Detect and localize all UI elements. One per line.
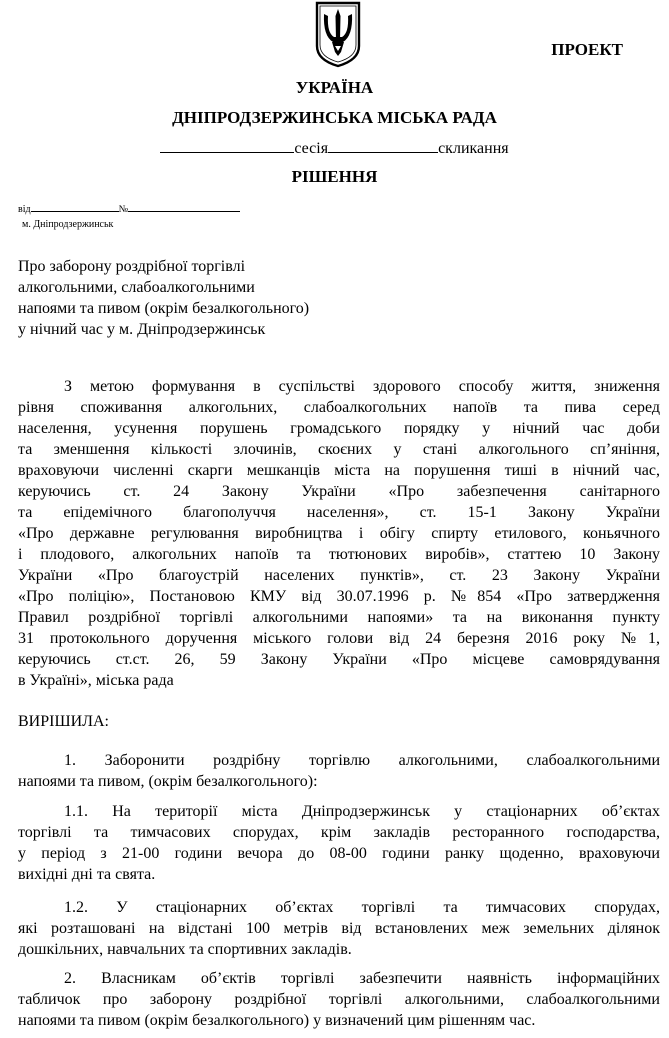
item-1-2	[18, 897, 660, 960]
item-line: торгівлі та тимчасових спорудах, крім закладів ресторанного господарства,	[18, 824, 660, 841]
convocation-blank	[328, 138, 438, 153]
country-heading: УКРАЇНА	[295, 78, 374, 97]
decision-subject	[18, 256, 309, 340]
item-line: вихідні дні та свята.	[18, 866, 156, 883]
preamble-line: 31 протокольного доручення міського голови від 24 березня 2016 року №1,	[18, 630, 660, 647]
item-line: табличок про заборону роздрібної торгівлі алкогольними, слабоалкогольними	[18, 991, 660, 1008]
item-line: дошкільних, навчальних та спортивних закладів.	[18, 941, 352, 958]
preamble-line: України «Про благоустрій населених пунктів», ст. 23 Закону України	[18, 567, 660, 584]
item-2	[18, 968, 660, 1031]
subject-line: напоями та пивом (окрім безалкогольного)	[18, 300, 310, 317]
preamble-line: враховуючи численні скарги мешканців міста на порушення тиші в нічний час,	[18, 462, 660, 479]
preamble-line: «Про поліцію», Постановою КМУ від 30.07.1996 р. №854 «Про затвердження	[18, 588, 660, 605]
item-1	[18, 750, 660, 792]
preamble-line: рівня споживання алкогольних, слабоалкогольних напоїв та пива серед	[18, 399, 660, 416]
session-blank	[160, 138, 294, 153]
item-line: 1.2. У стаціонарних об’єктах торгівлі та тимчасових спорудах,	[64, 899, 660, 916]
subject-line: алкогольними, слабоалкогольними	[18, 279, 255, 296]
item-line: 1. Заборонити роздрібну торгівлю алкогольними, слабоалкогольними	[64, 752, 660, 769]
resolved-heading: ВИРІШИЛА:	[18, 713, 109, 730]
item-line: які розташовані на відстані 100 метрів від встановлених меж земельних ділянок	[18, 920, 660, 937]
preamble-line: Правил роздрібної торгівлі алкогольними напоями» та на виконання пункту	[18, 609, 660, 626]
subject-line: у нічний час у м. Дніпродзержинськ	[18, 321, 266, 338]
item-line: напоями та пивом (окрім безалкогольного) у визначений цим рішенням час.	[18, 1012, 536, 1029]
preamble-line: «Про державне регулювання виробництва і обігу спирту етилового, коньячного	[18, 525, 660, 542]
item-line: 1.1. На території міста Дніпродзержинськ у стаціонарних об’єктах	[64, 803, 660, 820]
preamble-paragraph	[18, 376, 660, 691]
date-number-line	[18, 202, 240, 215]
preamble-line: населення, усунення порушень громадського порядку у нічний час доби	[18, 420, 660, 437]
date-prefix: від	[18, 204, 31, 215]
convocation-word: скликання	[438, 140, 509, 157]
preamble-line: керуючись ст.ст. 26, 59 Закону України «Про місцеве самоврядування	[18, 651, 660, 668]
preamble-line: і плодового, алкогольних напоїв та тютюнових виробів», статтею 10 Закону	[18, 546, 660, 563]
preamble-line: З метою формування в суспільстві здорового способу життя, зниження	[64, 378, 660, 395]
preamble-line: керуючись ст. 24 Закону України «Про забезпечення санітарного	[18, 483, 660, 500]
item-line: напоями та пивом, (окрім безалкогольного):	[18, 773, 318, 790]
preamble-line: в Україні», міська рада	[18, 672, 174, 689]
item-line: 2. Власникам об’єктів торгівлі забезпечити наявність інформаційних	[64, 970, 660, 987]
decision-heading: РІШЕННЯ	[291, 167, 378, 186]
number-prefix: №	[118, 204, 129, 215]
number-blank	[128, 202, 240, 212]
item-1-1	[18, 801, 660, 885]
council-heading: ДНІПРОДЗЕРЖИНСЬКА МІСЬКА РАДА	[172, 108, 497, 127]
preamble-line: та зменшення кількості злочинів, скоєних у стані алкогольного сп’яніння,	[18, 441, 660, 458]
item-line: у період з 21-00 години вечора до 08-00 години ранку щоденно, враховуючи	[18, 845, 660, 862]
city-line: м. Дніпродзержинськ	[22, 219, 114, 230]
date-blank	[31, 202, 119, 212]
session-word: сесія	[294, 140, 329, 157]
coat-of-arms-icon	[313, 0, 363, 68]
draft-label: ПРОЕКТ	[551, 40, 623, 59]
preamble-line: та епідемічного благополуччя населення», ст. 15-1 Закону України	[18, 504, 660, 521]
session-line	[0, 138, 669, 158]
subject-line: Про заборону роздрібної торгівлі	[18, 258, 246, 275]
